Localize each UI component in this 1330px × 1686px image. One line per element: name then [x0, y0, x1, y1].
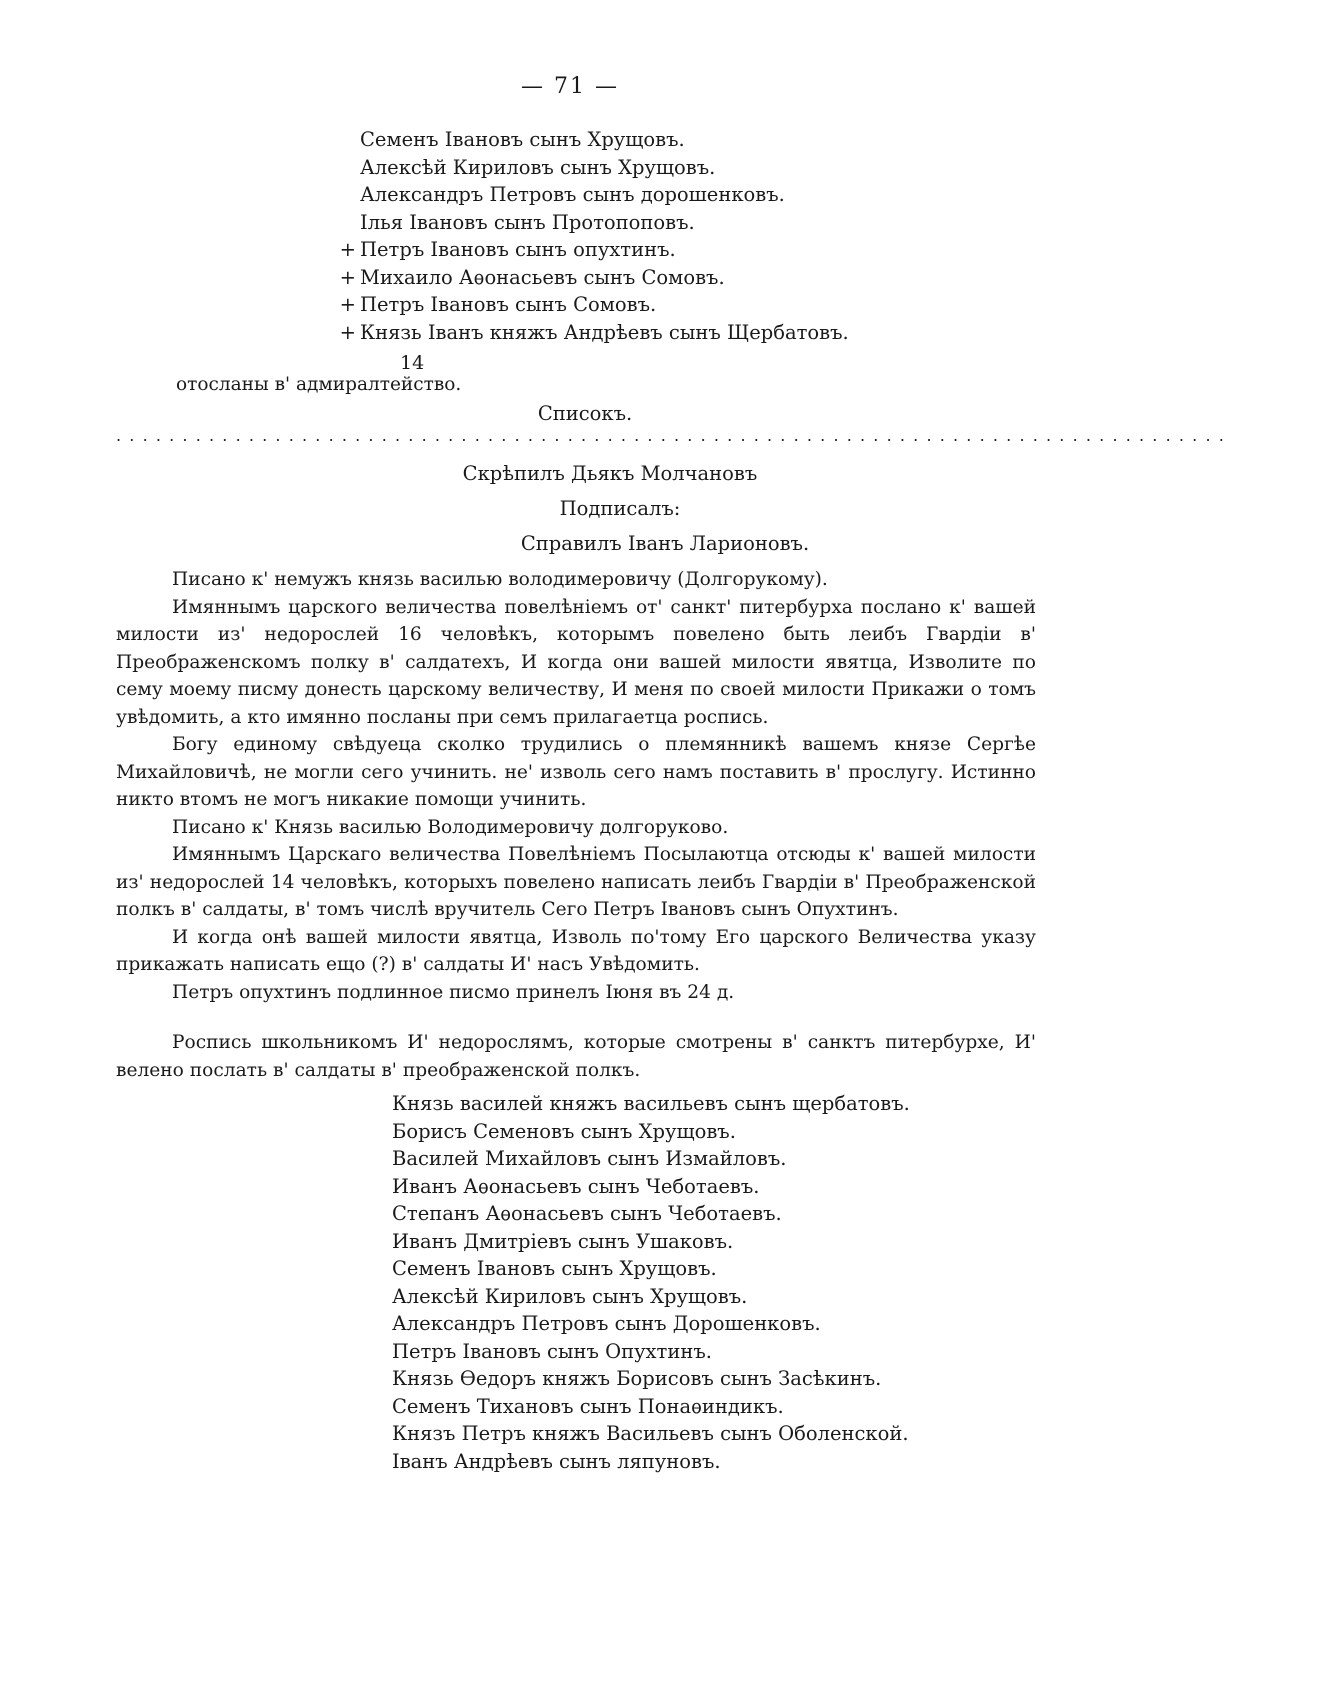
list-item: Алексѣй Кириловъ сынъ Хрущовъ.: [392, 1284, 748, 1308]
sent-note: отосланы в' адмиралтейство.: [176, 374, 462, 395]
paragraph: И когда онѣ вашей милости явятца, Изволь по'тому Его царского Величества указу прикажать написать ещо (?) в' салдаты И' насъ Увѣдомить.: [116, 926, 1036, 975]
list-item: Александръ Петровъ сынъ Дорошенковъ.: [392, 1312, 821, 1335]
paragraph: Петръ опухтинъ подлинное писмо принелъ Іюня въ 24 д.: [172, 981, 735, 1003]
list-item: + Петръ Івановъ сынъ опухтинъ.: [360, 236, 849, 264]
list-item: Борисъ Семеновъ сынъ Хрущовъ.: [392, 1119, 736, 1143]
paragraph: Писано к' Князь василью Володимеровичу долгоруково.: [172, 816, 729, 838]
list-item: + Петръ Івановъ сынъ Сомовъ.: [360, 291, 849, 319]
body-text: [116, 566, 1036, 1084]
list-item: Иванъ Дмитріевъ сынъ Ушаковъ.: [392, 1229, 734, 1253]
signature-line: Подписалъ:: [559, 497, 681, 520]
page-number: — 71 —: [521, 74, 619, 99]
cross-mark: +: [339, 293, 356, 316]
paragraph: Писано к' немужъ князь василью володимеровичу (Долгорукому).: [172, 569, 828, 590]
dotted-divider: ....................................................................................: [116, 426, 1233, 445]
paragraph: Имяннымъ царского величества повелѣніемъ от' санкт' питербурха послано к' вашей милости из' недорослей 16 человѣкъ, которымъ повелено быть леибъ Гвардіи в' Преображенскомъ полку в' салдатехъ, И когда они вашей милости явятца, Изволите по сему моему писму донесть царскому величеству, И меня по своей милости Прикажи о томъ увѣдомить, а кто имянно посланы при семъ прилагаетца роспись.: [116, 596, 1036, 728]
list-item: Василей Михайловъ сынъ Измайловъ.: [392, 1147, 787, 1170]
list-item: Ілья Івановъ сынъ Протопоповъ.: [360, 210, 695, 234]
list-item: Степанъ Аѳонасьевъ сынъ Чеботаевъ.: [392, 1202, 782, 1225]
list-item: Семенъ Івановъ сынъ Хрущовъ.: [360, 128, 685, 151]
list-item: Иванъ Аѳонасьевъ сынъ Чеботаевъ.: [392, 1174, 760, 1198]
count-note: 14: [400, 352, 425, 374]
cross-mark: +: [339, 265, 356, 289]
list-item: Князъ Петръ княжъ Васильевъ сынъ Оболенской.: [392, 1422, 909, 1445]
list-item: Петръ Івановъ сынъ Опухтинъ.: [392, 1339, 712, 1363]
cross-mark: +: [339, 320, 356, 344]
paragraph: Богу единому свѣдуеца сколко трудились о племянникѣ вашемъ князе Сергѣе Михайловичѣ, не могли сего учинить. не' изволь сего намъ поставить в' прослугу. Истинно никто втомъ не могъ никакие помощи учинить.: [116, 734, 1036, 810]
cross-mark: +: [339, 238, 356, 261]
list-item: Семенъ Тихановъ сынъ Понаѳиндикъ.: [392, 1394, 784, 1418]
list-item: Князь Ѳедоръ княжъ Борисовъ сынъ Засѣкинъ.: [392, 1367, 882, 1390]
list-item: Іванъ Андрѣевъ сынъ ляпуновъ.: [392, 1449, 721, 1473]
paragraph: Имяннымъ Царскаго величества Повелѣніемъ Посылаютца отсюды к' вашей милости из' недорослей 14 человѣкъ, которыхъ повелено написать леибъ Гвардіи в' Преображенской полкъ в' салдаты, в' томъ числѣ вручитель Сего Петръ Івановъ сынъ Опухтинъ.: [116, 844, 1036, 920]
list-item: Алексѣй Кириловъ сынъ Хрущовъ.: [360, 155, 716, 179]
list-item: Семенъ Івановъ сынъ Хрущовъ.: [392, 1257, 717, 1280]
name-list-top: [339, 126, 849, 346]
list-item: Александръ Петровъ сынъ дорошенковъ.: [360, 183, 785, 206]
section-heading: Списокъ.: [537, 402, 633, 425]
signature-line: Справилъ Іванъ Ларионовъ.: [520, 532, 810, 555]
list-item: + Князь Іванъ княжъ Андрѣевъ сынъ Щербатовъ.: [360, 319, 849, 347]
paragraph: Роспись школьникомъ И' недорослямъ, которые смотрены в' санктъ питербурхе, И' велено послать в' салдаты в' преображенской полкъ.: [116, 1032, 1036, 1081]
list-item: + Михаило Аѳонасьевъ сынъ Сомовъ.: [360, 264, 849, 292]
list-item: Князь василей княжъ васильевъ сынъ щербатовъ.: [392, 1092, 910, 1115]
signature-line: Скрѣпилъ Дьякъ Молчановъ: [462, 462, 758, 485]
name-list-bottom: [392, 1090, 910, 1475]
